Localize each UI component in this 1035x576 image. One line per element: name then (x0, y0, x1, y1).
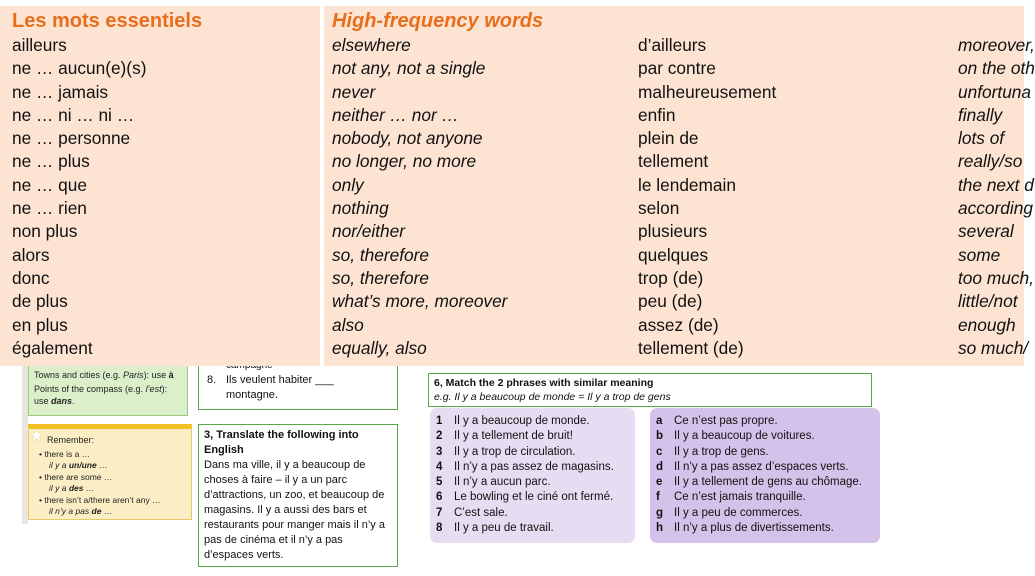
high-frequency-words-panel (0, 6, 1035, 366)
vocab-word: d’ailleurs (638, 35, 707, 55)
vocab-word: plein de (638, 128, 699, 149)
vocab-word: also (332, 314, 364, 335)
heading-english: High-frequency words (332, 10, 544, 32)
match-item: 4 Il n’y a pas assez de magasins. (436, 460, 614, 473)
vocab-word: too much, (958, 267, 1034, 288)
vocab-word: so, therefore (332, 267, 430, 288)
vocab-word: ailleurs (12, 35, 67, 55)
remember-box (28, 424, 192, 520)
match-item: d Il n’y a pas assez d’espaces verts. (656, 460, 849, 473)
column-1-english (332, 34, 507, 360)
vocab-word: nobody, not anyone (332, 128, 483, 149)
match-item: f Ce n’est jamais tranquille. (656, 491, 806, 504)
item-8-number: 8. (207, 374, 217, 386)
towns-rule: Towns and cities (e.g. Paris): use à (34, 370, 174, 380)
vocab-word: moreover, (958, 35, 1035, 55)
remember-list (29, 449, 191, 518)
match-item: c Il y a trop de gens. (656, 445, 769, 458)
vocab-word: tellement (de) (638, 337, 744, 358)
column-2-french (638, 34, 776, 360)
vocab-word: ne … rien (12, 198, 87, 219)
match-item: 1 Il y a beaucoup de monde. (436, 415, 590, 427)
heading-french: Les mots essentiels (12, 10, 203, 32)
vocab-word: tellement (638, 151, 709, 172)
match-list-right (650, 408, 880, 543)
vocab-word: selon (638, 198, 680, 219)
vocab-word: donc (12, 267, 50, 288)
vocab-word: également (12, 337, 93, 358)
match-item: e Il y a tellement de gens au chômage. (656, 476, 862, 489)
vocab-word: le lendemain (638, 174, 736, 195)
vocab-word: trop (de) (638, 267, 704, 288)
match-item: 5 Il n’y a aucun parc. (436, 476, 551, 489)
vocab-word: really/so (958, 151, 1023, 172)
match-list-left (430, 408, 635, 543)
match-item: h Il n’y a plus de divertissements. (656, 522, 834, 535)
vocab-word: ne … plus (12, 151, 90, 172)
vocab-word: plusieurs (638, 221, 708, 242)
vocab-word: ne … ni … ni … (12, 104, 134, 125)
vocab-word: enough (958, 314, 1016, 335)
remember-item: • there are some … il y a des … (39, 471, 113, 493)
vocab-word: peu (de) (638, 291, 703, 312)
match-item: 6 Le bowling et le ciné ont fermé. (436, 491, 614, 504)
match-item: 2 Il y a tellement de bruit! (436, 430, 573, 443)
match-item: b Il y a beaucoup de voitures. (656, 430, 815, 443)
vocab-word: lots of (958, 128, 1005, 149)
vocab-word: nothing (332, 198, 389, 219)
vocab-word: on the oth (958, 58, 1035, 79)
vocab-word: unfortuna (958, 81, 1032, 102)
vocab-word: so, therefore (332, 244, 430, 265)
item-8-line-1: Ils veulent habiter ___ (226, 374, 334, 386)
vocab-word: nor/either (332, 221, 406, 242)
vocab-word: ne … aucun(e)(s) (12, 58, 147, 79)
vocab-word: neither … nor … (332, 104, 459, 125)
column-divider (320, 6, 324, 366)
vocab-word: enfin (638, 104, 676, 125)
remember-title: Remember: (47, 435, 95, 445)
vocab-word: ne … que (12, 174, 87, 195)
question-3-body: Dans ma ville, il y a beaucoup de choses à faire – il y a un parc d’attractions, un zoo, et beaucoup de magasins. Il y a aussi des bars et restaurants pour manger mais il n’y a pas de cinéma et il n’y a pas d’espaces verts. (204, 459, 385, 561)
vocab-word: some (958, 244, 1001, 265)
vocab-word: de plus (12, 291, 68, 312)
vocab-word: assez (de) (638, 314, 719, 335)
match-item: a Ce n’est pas propre. (656, 415, 778, 427)
match-item: 3 Il y a trop de circulation. (436, 445, 576, 458)
question-3-title: 3, Translate the following into English (204, 429, 359, 456)
vocab-word: alors (12, 244, 50, 265)
vocab-word: never (332, 81, 376, 102)
column-1-french (12, 34, 146, 360)
question-6-title: 6, Match the 2 phrases with similar meaning (434, 377, 654, 389)
vocab-word: finally (958, 104, 1003, 125)
vocab-word: only (332, 174, 364, 195)
vocab-word: so much/ (958, 337, 1029, 358)
match-item: 8 Il y a peu de travail. (436, 522, 554, 535)
item-8-line-2: montagne. (226, 389, 278, 401)
vocab-word: elsewhere (332, 35, 411, 55)
vocab-word: en plus (12, 314, 68, 335)
question-6-example: e.g. Il y a beaucoup de monde = Il y a trop de gens (434, 391, 671, 403)
question-6-box (428, 373, 872, 407)
match-item: g Il y a peu de commerces. (656, 506, 803, 519)
vocab-word: no longer, no more (332, 151, 477, 172)
vocab-word: non plus (12, 221, 78, 242)
vocab-word: ne … personne (12, 128, 131, 149)
vocab-word: the next d (958, 174, 1034, 195)
vocab-word: par contre (638, 58, 716, 79)
vocab-word: malheureusement (638, 81, 777, 102)
vocab-word: according (958, 198, 1033, 219)
remember-item: • there is a … il y a un/une … (39, 448, 108, 470)
star-icon: ★ (29, 426, 45, 445)
vocab-word: little/not (958, 291, 1018, 312)
remember-item: • there isn’t a/there aren’t any … il n’y a pas de … (39, 494, 161, 516)
compass-rule: Points of the compass (e.g. l’est): use dans. (34, 384, 168, 406)
question-3-box (198, 424, 398, 567)
vocab-word: equally, also (332, 337, 427, 358)
vocab-word: ne … jamais (12, 81, 109, 102)
vocab-word: not any, not a single (332, 58, 486, 79)
column-2-english (958, 34, 1035, 360)
vocab-word: quelques (638, 244, 709, 265)
match-item: 7 C’est sale. (436, 506, 508, 519)
vocab-word: what’s more, moreover (332, 291, 508, 312)
vocab-word: several (958, 221, 1014, 242)
